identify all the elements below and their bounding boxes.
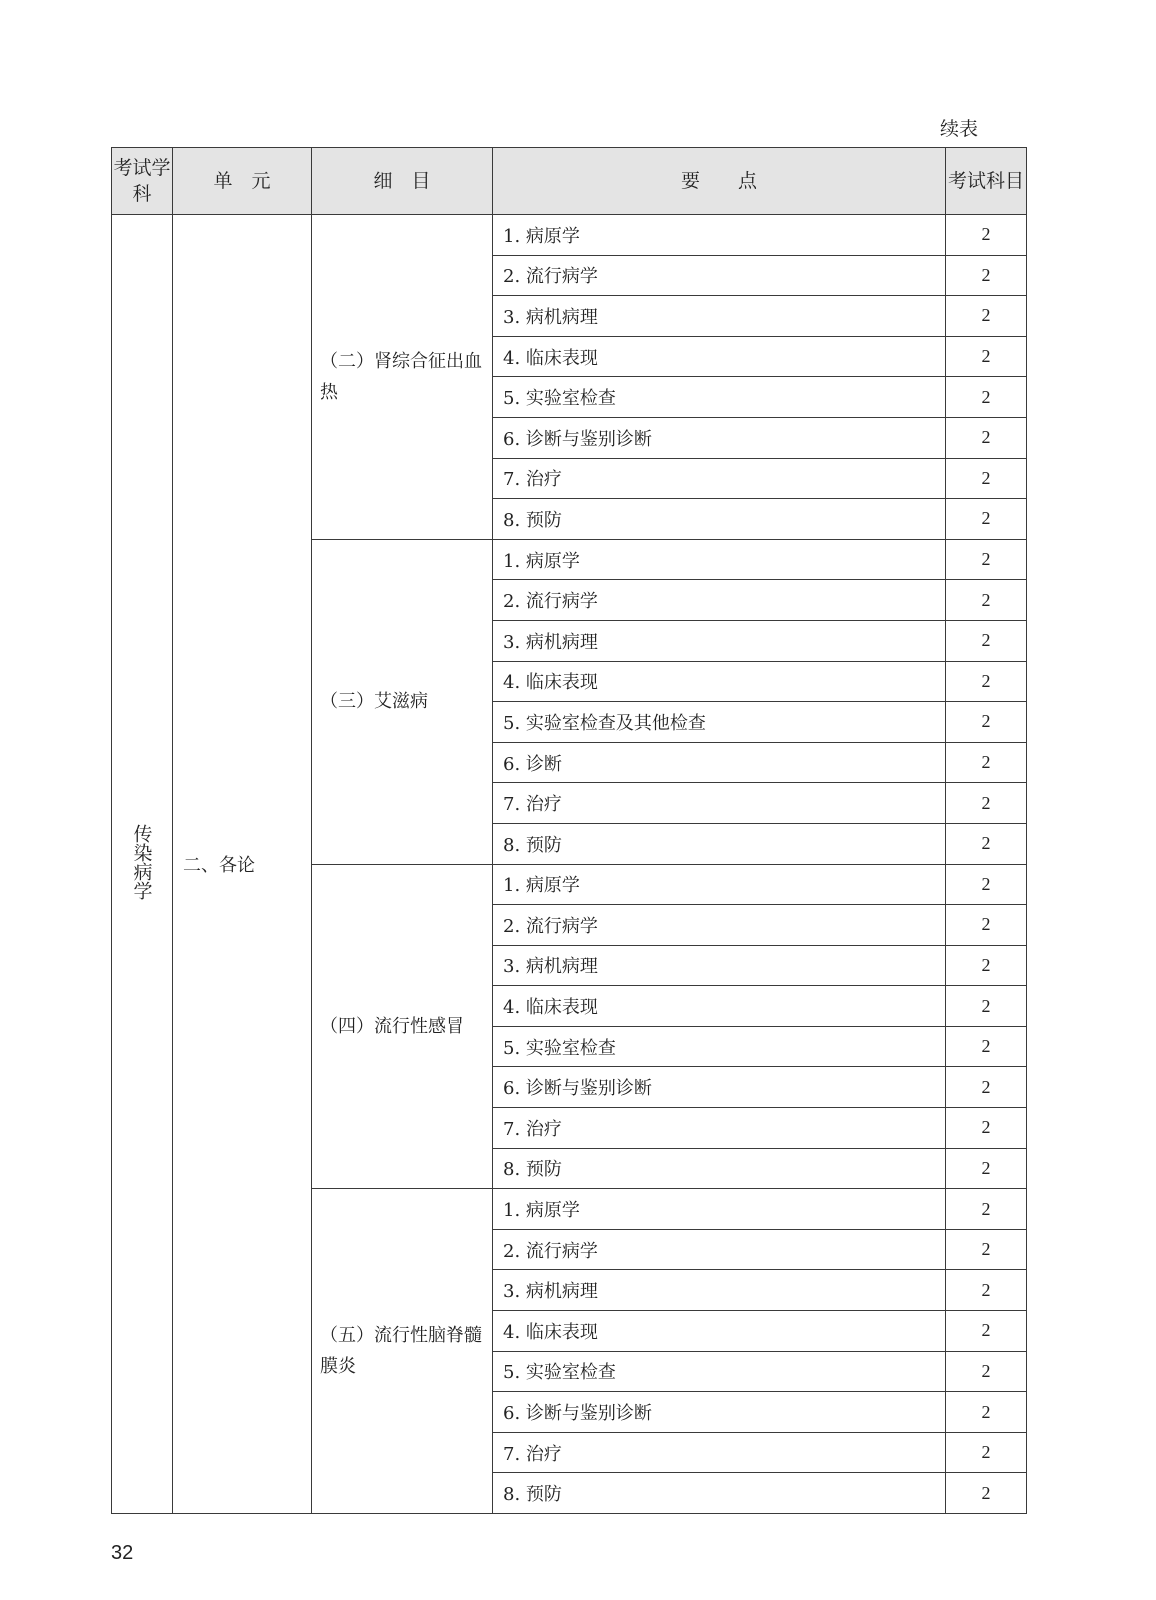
point-cell: 1. 病原学 (493, 215, 946, 256)
point-cell: 7. 治疗 (493, 783, 946, 824)
point-cell: 5. 实验室检查 (493, 1026, 946, 1067)
category-cell: 2 (946, 580, 1027, 621)
category-cell: 2 (946, 742, 1027, 783)
category-cell: 2 (946, 823, 1027, 864)
syllabus-table (111, 147, 1027, 1514)
point-cell: 2. 流行病学 (493, 255, 946, 296)
category-cell: 2 (946, 945, 1027, 986)
category-cell: 2 (946, 986, 1027, 1027)
table-header-row (112, 148, 1027, 215)
point-cell: 3. 病机病理 (493, 945, 946, 986)
point-cell: 7. 治疗 (493, 1108, 946, 1149)
point-cell: 7. 治疗 (493, 458, 946, 499)
category-cell: 2 (946, 783, 1027, 824)
point-cell: 2. 流行病学 (493, 905, 946, 946)
point-cell: 3. 病机病理 (493, 1270, 946, 1311)
item-cell: （五）流行性脑脊髓膜炎 (312, 1189, 493, 1514)
point-cell: 3. 病机病理 (493, 620, 946, 661)
category-cell: 2 (946, 1432, 1027, 1473)
point-cell: 4. 临床表现 (493, 986, 946, 1027)
point-cell: 6. 诊断与鉴别诊断 (493, 417, 946, 458)
item-cell: （二）肾综合征出血热 (312, 215, 493, 540)
category-cell: 2 (946, 1108, 1027, 1149)
point-cell: 6. 诊断 (493, 742, 946, 783)
table-row (112, 215, 1027, 256)
category-cell: 2 (946, 417, 1027, 458)
category-cell: 2 (946, 1229, 1027, 1270)
subject-cell (112, 215, 173, 1514)
header-unit: 单 元 (173, 148, 312, 215)
category-cell: 2 (946, 864, 1027, 905)
category-cell: 2 (946, 215, 1027, 256)
header-points: 要 点 (493, 148, 946, 215)
header-category: 考试科目 (946, 148, 1027, 215)
category-cell: 2 (946, 539, 1027, 580)
point-cell: 1. 病原学 (493, 864, 946, 905)
point-cell: 2. 流行病学 (493, 580, 946, 621)
point-cell: 8. 预防 (493, 1148, 946, 1189)
category-cell: 2 (946, 1311, 1027, 1352)
subject-text: 传染病学 (130, 823, 153, 900)
category-cell: 2 (946, 661, 1027, 702)
page-number: 32 (111, 1542, 134, 1564)
unit-cell: 二、各论 (173, 215, 312, 1514)
category-cell: 2 (946, 1148, 1027, 1189)
continued-label: 续表 (940, 118, 979, 140)
category-cell: 2 (946, 905, 1027, 946)
category-cell: 2 (946, 336, 1027, 377)
category-cell: 2 (946, 1351, 1027, 1392)
point-cell: 8. 预防 (493, 499, 946, 540)
point-cell: 4. 临床表现 (493, 336, 946, 377)
table-body (112, 215, 1027, 1514)
category-cell: 2 (946, 620, 1027, 661)
category-cell: 2 (946, 458, 1027, 499)
category-cell: 2 (946, 377, 1027, 418)
item-cell: （三）艾滋病 (312, 539, 493, 864)
point-cell: 5. 实验室检查 (493, 377, 946, 418)
category-cell: 2 (946, 1026, 1027, 1067)
point-cell: 8. 预防 (493, 823, 946, 864)
point-cell: 4. 临床表现 (493, 1311, 946, 1352)
point-cell: 5. 实验室检查 (493, 1351, 946, 1392)
header-item: 细 目 (312, 148, 493, 215)
point-cell: 3. 病机病理 (493, 296, 946, 337)
point-cell: 1. 病原学 (493, 1189, 946, 1230)
point-cell: 4. 临床表现 (493, 661, 946, 702)
point-cell: 6. 诊断与鉴别诊断 (493, 1067, 946, 1108)
category-cell: 2 (946, 255, 1027, 296)
category-cell: 2 (946, 702, 1027, 743)
category-cell: 2 (946, 499, 1027, 540)
category-cell: 2 (946, 296, 1027, 337)
category-cell: 2 (946, 1189, 1027, 1230)
category-cell: 2 (946, 1270, 1027, 1311)
point-cell: 2. 流行病学 (493, 1229, 946, 1270)
point-cell: 5. 实验室检查及其他检查 (493, 702, 946, 743)
category-cell: 2 (946, 1473, 1027, 1514)
point-cell: 6. 诊断与鉴别诊断 (493, 1392, 946, 1433)
category-cell: 2 (946, 1392, 1027, 1433)
item-cell: （四）流行性感冒 (312, 864, 493, 1189)
point-cell: 7. 治疗 (493, 1432, 946, 1473)
header-subject: 考试学科 (112, 148, 173, 215)
point-cell: 8. 预防 (493, 1473, 946, 1514)
point-cell: 1. 病原学 (493, 539, 946, 580)
category-cell: 2 (946, 1067, 1027, 1108)
